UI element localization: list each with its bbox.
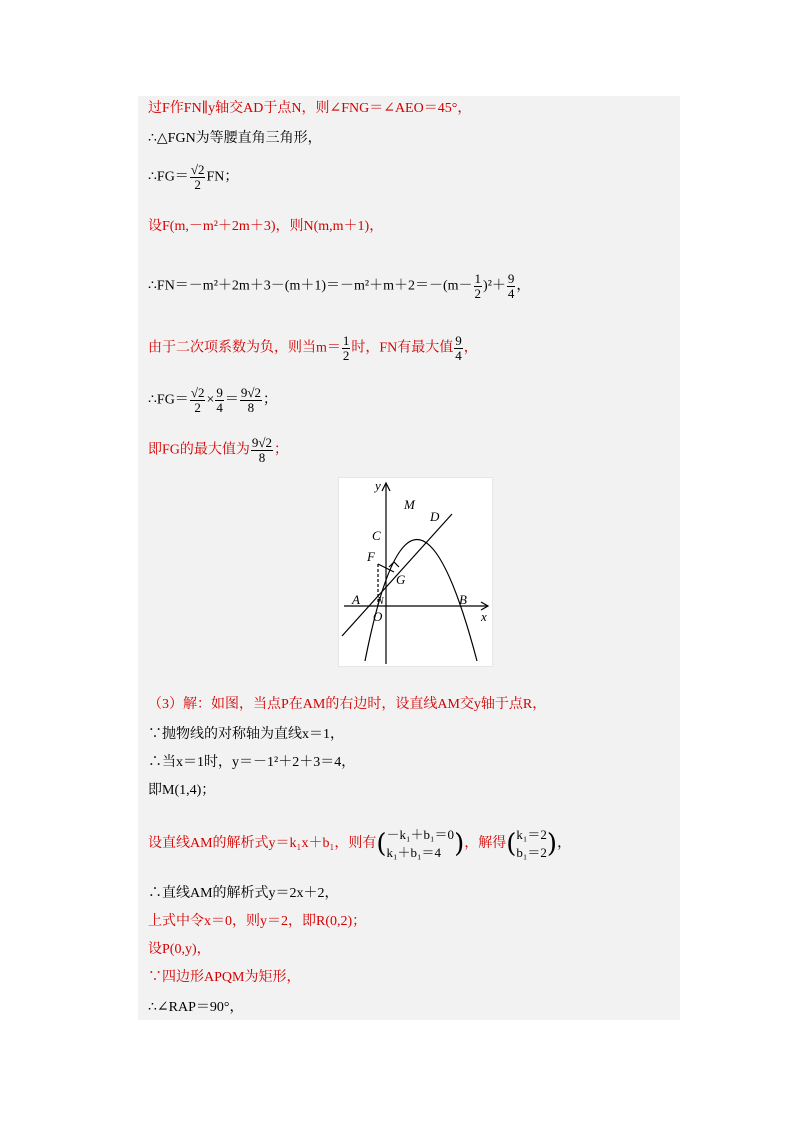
left-brace: ( [506, 829, 517, 859]
label-c: C [372, 528, 381, 543]
fraction-numerator: 9√2 [240, 385, 261, 400]
equation-system [386, 826, 454, 862]
label-n: N [377, 596, 384, 607]
fraction-numerator: √2 [190, 162, 205, 177]
text-line-3 [148, 163, 238, 192]
fraction-denominator: 4 [216, 400, 223, 415]
label-b: B [459, 592, 467, 607]
fraction [507, 272, 516, 301]
right-angle-mark [389, 562, 399, 567]
label-a: A [352, 592, 360, 607]
solution-1: k₁＝2 [516, 827, 547, 842]
text-line-1: 过F作FN∥y轴交AD于点N，则∠FNG＝∠AEO＝45°， [148, 101, 472, 116]
label-y: y [375, 478, 381, 493]
label-d: D [430, 509, 440, 524]
system-equation-2: k₁＋b₁＝4 [386, 845, 442, 860]
text-line-2: ∴△FGN为等腰直角三角形， [148, 131, 322, 146]
line7-prefix: ∴FG＝ [148, 392, 189, 408]
text-line-8 [148, 436, 288, 465]
left-brace: ( [376, 829, 387, 859]
text-line-12: 即M(1,4)； [148, 783, 216, 798]
fraction [251, 436, 273, 465]
fraction-denominator: 2 [194, 177, 201, 192]
fraction-numerator: 9 [455, 333, 462, 348]
fraction-numerator: 1 [342, 333, 350, 348]
label-x: x [481, 609, 487, 624]
fraction-numerator: 9 [507, 271, 515, 286]
right-paren: ) [546, 829, 558, 859]
solution-2: b₁＝2 [516, 845, 547, 860]
text-line-7 [148, 386, 277, 415]
line3-prefix: ∴FG＝ [148, 169, 189, 185]
equals-sign: ＝ [224, 392, 239, 408]
label-m: M [404, 497, 415, 512]
text-line-10: ∵抛物线的对称轴为直线x＝1， [148, 727, 344, 742]
fraction [215, 386, 224, 415]
fraction [342, 334, 351, 363]
text-line-5 [148, 272, 530, 301]
parabola-figure [338, 477, 493, 667]
fraction-denominator: 2 [474, 286, 482, 301]
fraction [190, 386, 206, 415]
fraction-denominator: 8 [247, 400, 255, 415]
line5-prefix: ∴FN＝－m²＋2m＋3－(m＋1)＝－m²＋m＋2＝－(m－ [148, 278, 473, 294]
text-line-11: ∴当x＝1时，y＝－1²＋2＋3＝4， [148, 755, 356, 770]
system-equation-1: －k₁＋b₁＝0 [386, 827, 455, 842]
text-line-18: ∴∠RAP＝90°， [148, 1000, 244, 1015]
fraction [474, 272, 483, 301]
times-sign: × [206, 392, 215, 408]
label-g: G [396, 572, 406, 587]
fraction-numerator: 9 [216, 385, 223, 400]
fraction [240, 386, 262, 415]
fraction-denominator: 4 [455, 348, 462, 363]
solution-system [516, 826, 547, 862]
text-line-9: （3）解：如图，当点P在AM的右边时，设直线AM交y轴于点R， [148, 697, 547, 712]
line5-suffix: ， [516, 278, 531, 294]
text-line-14: ∴直线AM的解析式y＝2x＋2， [148, 886, 339, 901]
line6-suffix: ， [463, 340, 478, 356]
text-line-13 [148, 826, 571, 862]
line13-middle: ，解得 [464, 836, 507, 852]
text-line-6 [148, 334, 478, 363]
line13-suffix: ， [557, 836, 572, 852]
label-o: O [373, 609, 383, 624]
text-line-16: 设P(0,y)， [148, 942, 211, 957]
line7-suffix: ； [263, 392, 277, 408]
fraction-denominator: 4 [507, 286, 515, 301]
line6-middle: 时，FN有最大值 [351, 340, 454, 356]
fraction [190, 163, 206, 192]
fraction-numerator: √2 [190, 385, 205, 400]
fraction-numerator: 9√2 [251, 435, 273, 450]
text-line-17: ∵四边形APQM为矩形， [148, 970, 301, 985]
label-f: F [367, 549, 375, 564]
fraction [454, 334, 463, 363]
line13-prefix: 设直线AM的解析式y＝k₁x＋b₁，则有 [148, 836, 377, 852]
line3-suffix: FN； [206, 169, 239, 185]
fraction-denominator: 2 [342, 348, 350, 363]
line8-prefix: 即FG的最大值为 [148, 442, 250, 458]
text-line-15: 上式中令x＝0，则y＝2，即R(0,2)； [148, 914, 367, 929]
figure-svg [339, 478, 492, 666]
text-line-4: 设F(m,－m²＋2m＋3)，则N(m,m＋1)， [148, 219, 384, 234]
fraction-numerator: 1 [474, 271, 482, 286]
right-paren: ) [454, 829, 465, 859]
fraction-denominator: 2 [194, 400, 201, 415]
fraction-denominator: 8 [258, 450, 266, 465]
line8-suffix: ； [274, 442, 289, 458]
line6-prefix: 由于二次项系数为负，则当m＝ [148, 340, 341, 356]
line5-middle: )²＋ [483, 278, 506, 294]
